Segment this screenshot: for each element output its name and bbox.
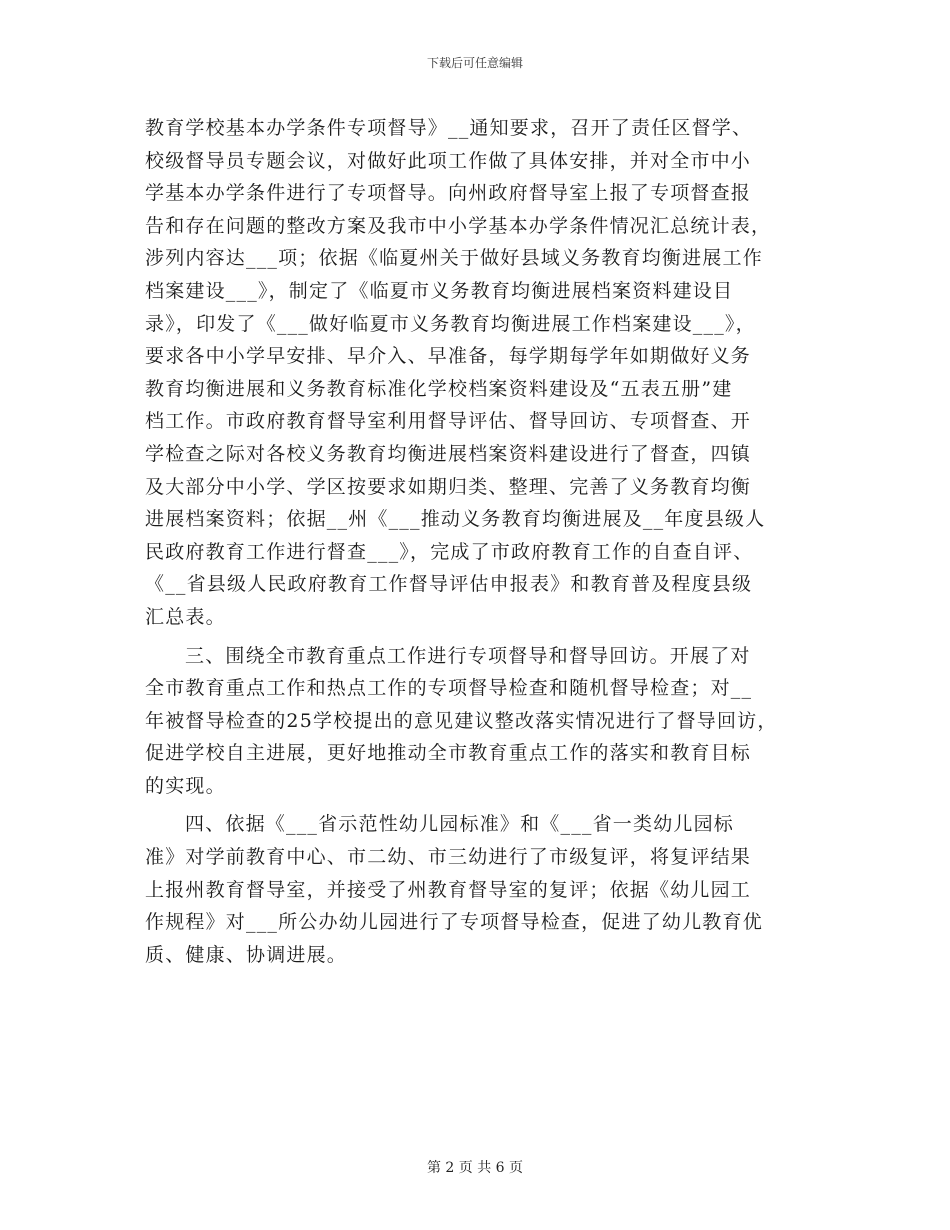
text-line: 告和存在问题的整改方案及我市中小学基本办学条件情况汇总统计表，: [145, 214, 772, 237]
page-header-note: 下载后可任意编辑: [426, 56, 523, 70]
paragraph-3: [145, 808, 810, 971]
text-line: 促进学校自主进展，更好地推动全市教育重点工作的落实和教育目标: [145, 742, 752, 765]
text-line: 质、健康、协调进展。: [145, 943, 348, 966]
text-line: 校级督导员专题会议，对做好此项工作做了具体安排，并对全市中小: [145, 149, 752, 172]
text-line: 进展档案资料；依据__州《___推动义务教育均衡进展及__年度县级人: [145, 508, 766, 531]
text-line: 涉列内容达___项；依据《临夏州关于做好县域义务教育均衡进展工作: [145, 247, 763, 270]
page-number: 第 2 页 共 6 页: [426, 1160, 524, 1176]
text-line: 全市教育重点工作和热点工作的专项督导检查和随机督导检查；对__: [145, 677, 753, 700]
text-line: 学检查之际对各校义务教育均衡进展档案资料建设进行了督查，四镇: [145, 442, 752, 465]
text-line: 及大部分中小学、学区按要求如期归类、整理、完善了义务教育均衡: [145, 475, 752, 498]
text-line: 档工作。市政府教育督导室利用督导评估、督导回访、专项督查、开: [145, 410, 752, 433]
document-body: [145, 112, 810, 971]
paragraph-2: [145, 640, 810, 803]
text-line: 年被督导检查的25学校提出的意见建议整改落实情况进行了督导回访，: [145, 709, 778, 732]
paragraph-1: [145, 112, 810, 634]
text-line: 准》对学前教育中心、市二幼、市三幼进行了市级复评，将复评结果: [145, 846, 752, 869]
text-line: 《__省县级人民政府教育工作督导评估申报表》和教育普及程度县级: [145, 573, 753, 596]
text-line: 学基本办学条件进行了专项督导。向州政府督导室上报了专项督查报: [145, 182, 752, 205]
text-line: 的实现。: [145, 774, 226, 797]
text-line: 上报州教育督导室，并接受了州教育督导室的复评；依据《幼儿园工: [145, 878, 752, 901]
text-line: 教育均衡进展和义务教育标准化学校档案资料建设及“五表五册”建: [145, 377, 733, 400]
text-line: 三、围绕全市教育重点工作进行专项督导和督导回访。开展了对: [185, 644, 751, 667]
text-line: 要求各中小学早安排、早介入、早准备，每学期每学年如期做好义务: [145, 345, 752, 368]
text-line: 民政府教育工作进行督查___》，完成了市政府教育工作的自查自评、: [145, 540, 754, 563]
text-line: 四、依据《___省示范性幼儿园标准》和《___省一类幼儿园标: [185, 813, 735, 836]
text-line: 档案建设___》，制定了《临夏市义务教育均衡进展档案资料建设目: [145, 279, 734, 302]
text-line: 汇总表。: [145, 605, 226, 628]
text-line: 作规程》对___所公办幼儿园进行了专项督导检查，促进了幼儿教育优: [145, 911, 763, 934]
text-line: 教育学校基本办学条件专项督导》__通知要求，召开了责任区督学、: [145, 117, 753, 139]
text-line: 录》，印发了《___做好临夏市义务教育均衡进展工作档案建设___》，: [145, 312, 756, 335]
